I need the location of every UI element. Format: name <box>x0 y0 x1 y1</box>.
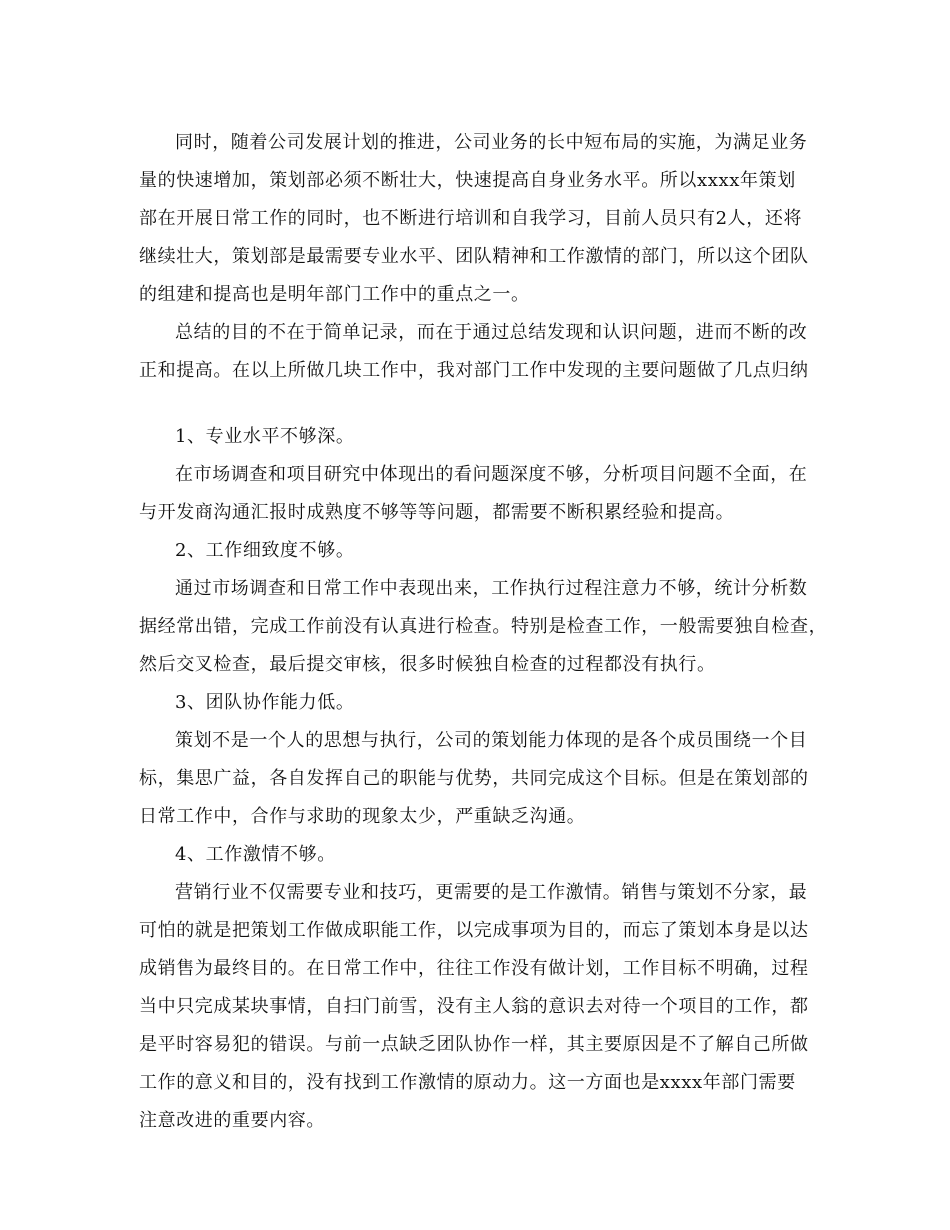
line-23: 当中只完成某块事情，自扫门前雪，没有主人翁的意识去对待一个项目的工作，都 <box>139 996 809 1017</box>
line-10: 与开发商沟通汇报时成熟度不够等等问题，都需要不断积累经验和提高。 <box>139 502 735 523</box>
line-16: 策划不是一个人的思想与执行，公司的策划能力体现的是各个成员围绕一个目 <box>175 730 808 751</box>
line-06: 总结的目的不在于简单记录，而在于通过总结发现和认识问题，进而不断的改 <box>175 322 808 343</box>
line-18: 日常工作中，合作与求助的现象太少，严重缺乏沟通。 <box>139 806 586 827</box>
line-21: 可怕的就是把策划工作做成职能工作，以完成事项为目的，而忘了策划本身是以达 <box>139 920 809 941</box>
line-22: 成销售为最终目的。在日常工作中，往往工作没有做计划，工作目标不明确，过程 <box>139 958 809 979</box>
line-01: 同时，随着公司发展计划的推进，公司业务的长中短布局的实施，为满足业务 <box>175 132 808 153</box>
line-04: 继续壮大，策划部是最需要专业水平、团队精神和工作激情的部门，所以这个团队 <box>139 246 809 267</box>
line-20: 营销行业不仅需要专业和技巧，更需要的是工作激情。销售与策划不分家，最 <box>175 882 808 903</box>
line-17: 标，集思广益，各自发挥自己的职能与优势，共同完成这个目标。但是在策划部的 <box>139 768 809 789</box>
line-03: 部在开展日常工作的同时，也不断进行培训和自我学习，目前人员只有2人，还将 <box>139 208 803 229</box>
line-25: 工作的意义和目的，没有找到工作激情的原动力。这一方面也是xxxx年部门需要 <box>139 1072 796 1093</box>
line-24: 是平时容易犯的错误。与前一点缺乏团队协作一样，其主要原因是不了解自己所做 <box>139 1034 809 1055</box>
section-heading-1: 1、专业水平不够深。 <box>175 426 355 447</box>
line-09: 在市场调查和项目研究中体现出的看问题深度不够，分析项目问题不全面，在 <box>175 464 808 485</box>
line-02: 量的快速增加，策划部必须不断壮大，快速提高自身业务水平。所以xxxx年策划 <box>139 170 796 191</box>
section-heading-4: 4、工作激情不够。 <box>175 844 336 865</box>
line-26: 注意改进的重要内容。 <box>139 1110 325 1131</box>
line-12: 通过市场调查和日常工作中表现出来，工作执行过程注意力不够，统计分析数 <box>175 578 808 599</box>
line-05: 的组建和提高也是明年部门工作中的重点之一。 <box>139 284 530 305</box>
section-heading-3: 3、团队协作能力低。 <box>175 692 355 713</box>
line-07: 正和提高。在以上所做几块工作中，我对部门工作中发现的主要问题做了几点归纳 <box>139 360 809 381</box>
section-heading-2: 2、工作细致度不够。 <box>175 540 355 561</box>
line-13: 据经常出错，完成工作前没有认真进行检查。特别是检查工作，一般需要独自检查， <box>139 616 828 637</box>
line-14: 然后交叉检查，最后提交审核，很多时候独自检查的过程都没有执行。 <box>139 654 716 675</box>
